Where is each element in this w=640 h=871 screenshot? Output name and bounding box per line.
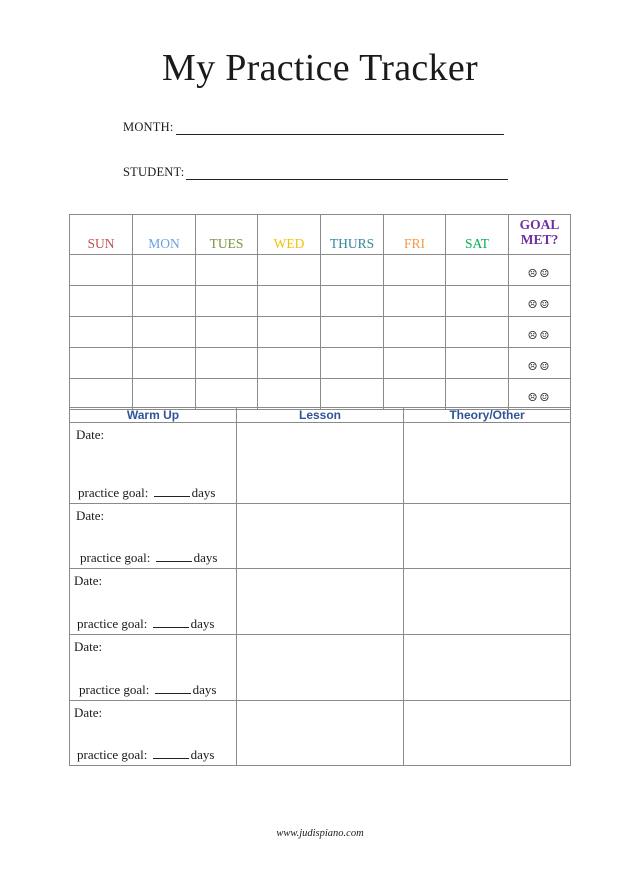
practice-goal bbox=[79, 682, 216, 698]
day-cell[interactable] bbox=[321, 379, 384, 410]
goal-met-cell[interactable] bbox=[509, 379, 571, 410]
day-cell[interactable] bbox=[446, 317, 509, 348]
days-label: days bbox=[193, 550, 218, 565]
day-cell[interactable] bbox=[133, 379, 196, 410]
date-label: Date: bbox=[76, 427, 105, 442]
header-theory-other: Theory/Other bbox=[404, 408, 571, 423]
date-label: Date: bbox=[76, 508, 105, 523]
day-cell[interactable] bbox=[321, 255, 384, 286]
day-cell[interactable] bbox=[196, 348, 258, 379]
day-cell[interactable] bbox=[384, 255, 446, 286]
day-cell[interactable] bbox=[70, 317, 133, 348]
log-row bbox=[70, 635, 571, 701]
header-warm-up: Warm Up bbox=[70, 408, 237, 423]
log-row bbox=[70, 504, 571, 569]
goal-days-blank[interactable] bbox=[156, 551, 192, 562]
sad-happy-face-icons[interactable]: ☹☺ bbox=[527, 360, 552, 373]
practice-goal bbox=[80, 550, 217, 566]
week-row bbox=[70, 379, 571, 410]
day-header-mon: MON bbox=[133, 215, 196, 255]
log-row bbox=[70, 423, 571, 504]
week-row bbox=[70, 255, 571, 286]
day-cell[interactable] bbox=[196, 379, 258, 410]
day-cell[interactable] bbox=[258, 286, 321, 317]
page-title: My Practice Tracker bbox=[162, 47, 478, 89]
day-cell[interactable] bbox=[258, 348, 321, 379]
date-label: Date: bbox=[74, 639, 103, 654]
sad-happy-face-icons[interactable]: ☹☺ bbox=[527, 298, 552, 311]
day-cell[interactable] bbox=[196, 255, 258, 286]
day-cell[interactable] bbox=[321, 286, 384, 317]
month-label: MONTH: bbox=[123, 120, 174, 134]
day-cell[interactable] bbox=[133, 286, 196, 317]
goal-days-blank[interactable] bbox=[153, 748, 189, 759]
log-row bbox=[70, 569, 571, 635]
days-label: days bbox=[192, 682, 217, 697]
theory-other-cell[interactable] bbox=[404, 504, 571, 569]
student-label: STUDENT: bbox=[123, 165, 185, 179]
lesson-cell[interactable] bbox=[237, 569, 404, 635]
month-input-line[interactable] bbox=[176, 122, 504, 135]
day-cell[interactable] bbox=[446, 379, 509, 410]
days-label: days bbox=[190, 747, 215, 762]
goal-days-blank[interactable] bbox=[153, 617, 189, 628]
lesson-cell[interactable] bbox=[237, 504, 404, 569]
goal-met-cell[interactable] bbox=[509, 255, 571, 286]
practice-goal-label: practice goal: bbox=[80, 550, 151, 565]
warm-up-cell[interactable] bbox=[70, 504, 237, 569]
weekly-grid bbox=[69, 214, 571, 410]
lesson-cell[interactable] bbox=[237, 635, 404, 701]
days-label: days bbox=[191, 485, 216, 500]
day-cell[interactable] bbox=[258, 255, 321, 286]
warm-up-cell[interactable] bbox=[70, 569, 237, 635]
day-cell[interactable] bbox=[133, 348, 196, 379]
day-cell[interactable] bbox=[258, 317, 321, 348]
practice-goal-label: practice goal: bbox=[77, 616, 148, 631]
lesson-cell[interactable] bbox=[237, 423, 404, 504]
warm-up-cell[interactable] bbox=[70, 423, 237, 504]
goal-header-line1: GOAL bbox=[519, 217, 560, 232]
student-field[interactable] bbox=[123, 165, 508, 180]
day-header-tues: TUES bbox=[196, 215, 258, 255]
practice-goal bbox=[77, 747, 214, 763]
day-cell[interactable] bbox=[196, 286, 258, 317]
day-cell[interactable] bbox=[70, 286, 133, 317]
website-footer: www.judispiano.com bbox=[276, 828, 364, 839]
sad-happy-face-icons[interactable]: ☹☺ bbox=[527, 391, 552, 404]
day-cell[interactable] bbox=[384, 348, 446, 379]
days-label: days bbox=[190, 616, 215, 631]
week-row bbox=[70, 317, 571, 348]
theory-other-cell[interactable] bbox=[404, 635, 571, 701]
date-label: Date: bbox=[74, 573, 103, 588]
log-row bbox=[70, 701, 571, 766]
day-cell[interactable] bbox=[321, 317, 384, 348]
practice-goal-label: practice goal: bbox=[79, 682, 150, 697]
date-label: Date: bbox=[74, 705, 103, 720]
header-lesson: Lesson bbox=[237, 408, 404, 423]
week-row bbox=[70, 286, 571, 317]
day-cell[interactable] bbox=[446, 348, 509, 379]
day-header-wed: WED bbox=[258, 215, 321, 255]
day-cell[interactable] bbox=[258, 379, 321, 410]
lesson-cell[interactable] bbox=[237, 701, 404, 766]
practice-goal bbox=[78, 485, 215, 501]
day-cell[interactable] bbox=[133, 255, 196, 286]
day-cell[interactable] bbox=[446, 255, 509, 286]
practice-goal bbox=[77, 616, 214, 632]
warm-up-cell[interactable] bbox=[70, 635, 237, 701]
day-cell[interactable] bbox=[70, 348, 133, 379]
week-row bbox=[70, 348, 571, 379]
practice-goal-label: practice goal: bbox=[78, 485, 149, 500]
sad-happy-face-icons[interactable]: ☹☺ bbox=[527, 267, 552, 280]
day-cell[interactable] bbox=[196, 317, 258, 348]
practice-log bbox=[69, 407, 571, 766]
goal-header-line2: MET? bbox=[520, 232, 559, 247]
theory-other-cell[interactable] bbox=[404, 701, 571, 766]
day-header-sun: SUN bbox=[70, 215, 133, 255]
day-header-thurs: THURS bbox=[321, 215, 384, 255]
goal-met-cell[interactable] bbox=[509, 286, 571, 317]
log-header-row bbox=[70, 408, 571, 423]
day-cell[interactable] bbox=[446, 286, 509, 317]
theory-other-cell[interactable] bbox=[404, 423, 571, 504]
goal-days-blank[interactable] bbox=[155, 683, 191, 694]
day-cell[interactable] bbox=[384, 379, 446, 410]
day-cell[interactable] bbox=[70, 255, 133, 286]
weekday-header-row bbox=[70, 215, 571, 255]
goal-met-cell[interactable] bbox=[509, 317, 571, 348]
day-header-fri: FRI bbox=[384, 215, 446, 255]
warm-up-cell[interactable] bbox=[70, 701, 237, 766]
day-header-sat: SAT bbox=[446, 215, 509, 255]
student-input-line[interactable] bbox=[186, 167, 508, 180]
day-cell[interactable] bbox=[133, 317, 196, 348]
goal-met-cell[interactable] bbox=[509, 348, 571, 379]
theory-other-cell[interactable] bbox=[404, 569, 571, 635]
day-cell[interactable] bbox=[384, 317, 446, 348]
day-cell[interactable] bbox=[321, 348, 384, 379]
day-cell[interactable] bbox=[70, 379, 133, 410]
sad-happy-face-icons[interactable]: ☹☺ bbox=[527, 329, 552, 342]
day-cell[interactable] bbox=[384, 286, 446, 317]
goal-days-blank[interactable] bbox=[154, 486, 190, 497]
goal-met-header bbox=[509, 215, 571, 255]
practice-goal-label: practice goal: bbox=[77, 747, 148, 762]
month-field[interactable] bbox=[123, 120, 504, 135]
